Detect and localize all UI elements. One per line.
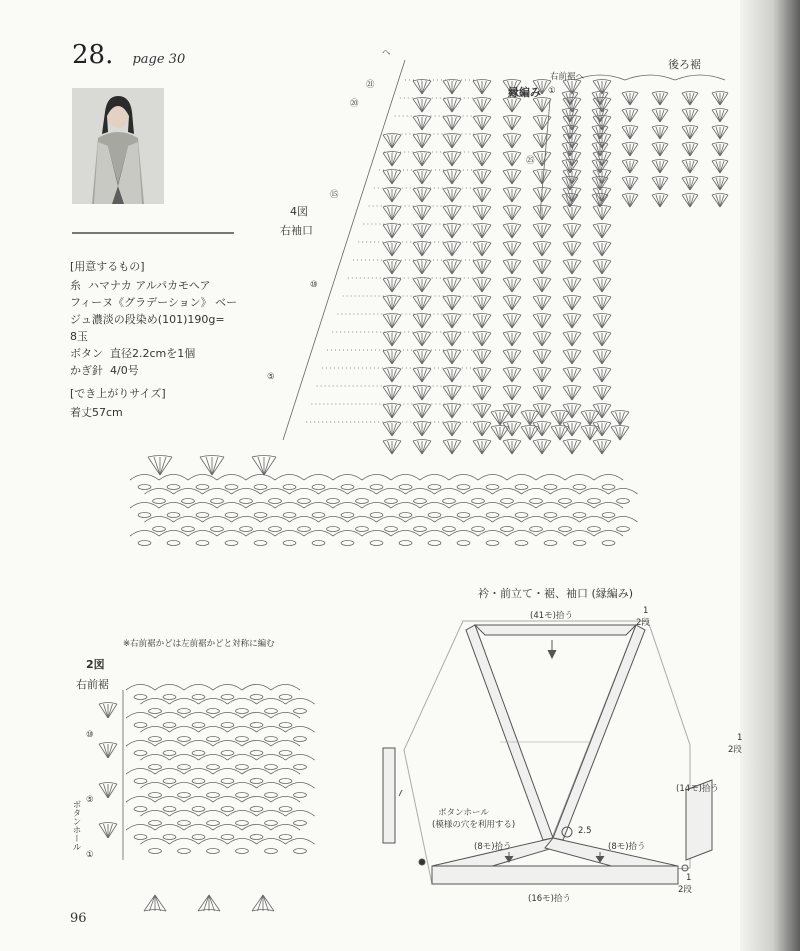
hook-value: 4/0号 — [110, 364, 139, 377]
pattern-number: 28. — [72, 40, 114, 70]
top-rows: 2段 — [636, 618, 650, 628]
yarn-text-1: ハマナカ アルパカモヘア — [88, 279, 211, 292]
button-label: ボタン — [70, 347, 103, 360]
edging-row-1: ① — [548, 86, 556, 96]
diagram4-chart — [283, 60, 629, 454]
body-lace-chart — [130, 456, 638, 546]
bottom-rows-top: 1 — [686, 873, 692, 883]
row-5: ⑤ — [267, 372, 275, 382]
diagram4-subtitle: 右袖口 — [280, 224, 313, 237]
diagram2-row-10: ⑩ — [86, 730, 94, 740]
yarn-label: 糸 — [70, 279, 81, 292]
diagram2-chart — [99, 684, 315, 911]
bottom-rows: 2段 — [678, 885, 692, 895]
row-10: ⑩ — [310, 280, 318, 290]
diagram2-row-1: ① — [86, 850, 94, 860]
hook-label: かぎ針 — [70, 364, 103, 377]
page-number: 96 — [70, 911, 87, 926]
assembly-title-text: 衿・前立て・裾、袖口 — [478, 587, 588, 600]
sleeve-pickup: (14モ)拾う — [676, 784, 719, 794]
right-rows-top: 1 — [737, 733, 743, 743]
right-rows: 2段 — [728, 745, 742, 755]
yarn-line-3: ジュ濃淡の段染め(101)190g= — [70, 313, 225, 326]
diagram4-title: 4図 — [290, 205, 308, 218]
top-pickup: (41モ)拾う — [530, 611, 573, 621]
left-pickup: (8モ)拾う — [474, 842, 512, 852]
edging-label: 縁編み — [508, 86, 541, 99]
bottom-pickup: (16モ)拾う — [528, 894, 571, 904]
back-hem-chart — [540, 75, 728, 215]
diagram2-buttonhole: ボタンホール — [71, 800, 81, 851]
diagram4-to-mark: へ — [382, 48, 391, 58]
buttonhole-label: ボタンホール — [438, 808, 489, 818]
row-20: ⑳ — [350, 99, 359, 109]
diagram2-title: 2図 — [86, 658, 105, 671]
diagram2-subtitle: 右前裾 — [76, 678, 109, 691]
assembly-title-note: (縁編み) — [591, 587, 634, 600]
button-value: 直径2.2cmを1個 — [110, 347, 196, 360]
assembly-schematic — [383, 621, 712, 884]
row-15: ⑮ — [330, 190, 339, 200]
page-reference: page 30 — [132, 52, 186, 67]
diagram2-note: ※右前裾かどは左前裾かどと対称に編む — [123, 639, 275, 649]
materials-title: [用意するもの] — [70, 260, 145, 273]
diagram2-row-5: ⑤ — [86, 795, 94, 805]
size-2-5: 2.5 — [578, 826, 592, 836]
finished-size-title: [でき上がりサイズ] — [70, 387, 166, 400]
edging-row-25: ㉕ — [526, 156, 535, 166]
buttonhole-note: (模様の穴を利用する) — [432, 820, 516, 830]
assembly-title — [478, 585, 633, 601]
yarn-line-2: フィーヌ《グラデーション》 ベー — [70, 296, 238, 309]
right-pickup: (8モ)拾う — [608, 842, 646, 852]
row-21: ㉑ — [366, 80, 375, 90]
back-hem-title: 後ろ裾 — [668, 58, 701, 71]
yarn-line-4: 8玉 — [70, 330, 88, 343]
finished-length: 着丈57cm — [70, 406, 123, 419]
to-right-front: 右前裾へ — [550, 72, 585, 82]
top-rows-top: 1 — [643, 606, 649, 616]
